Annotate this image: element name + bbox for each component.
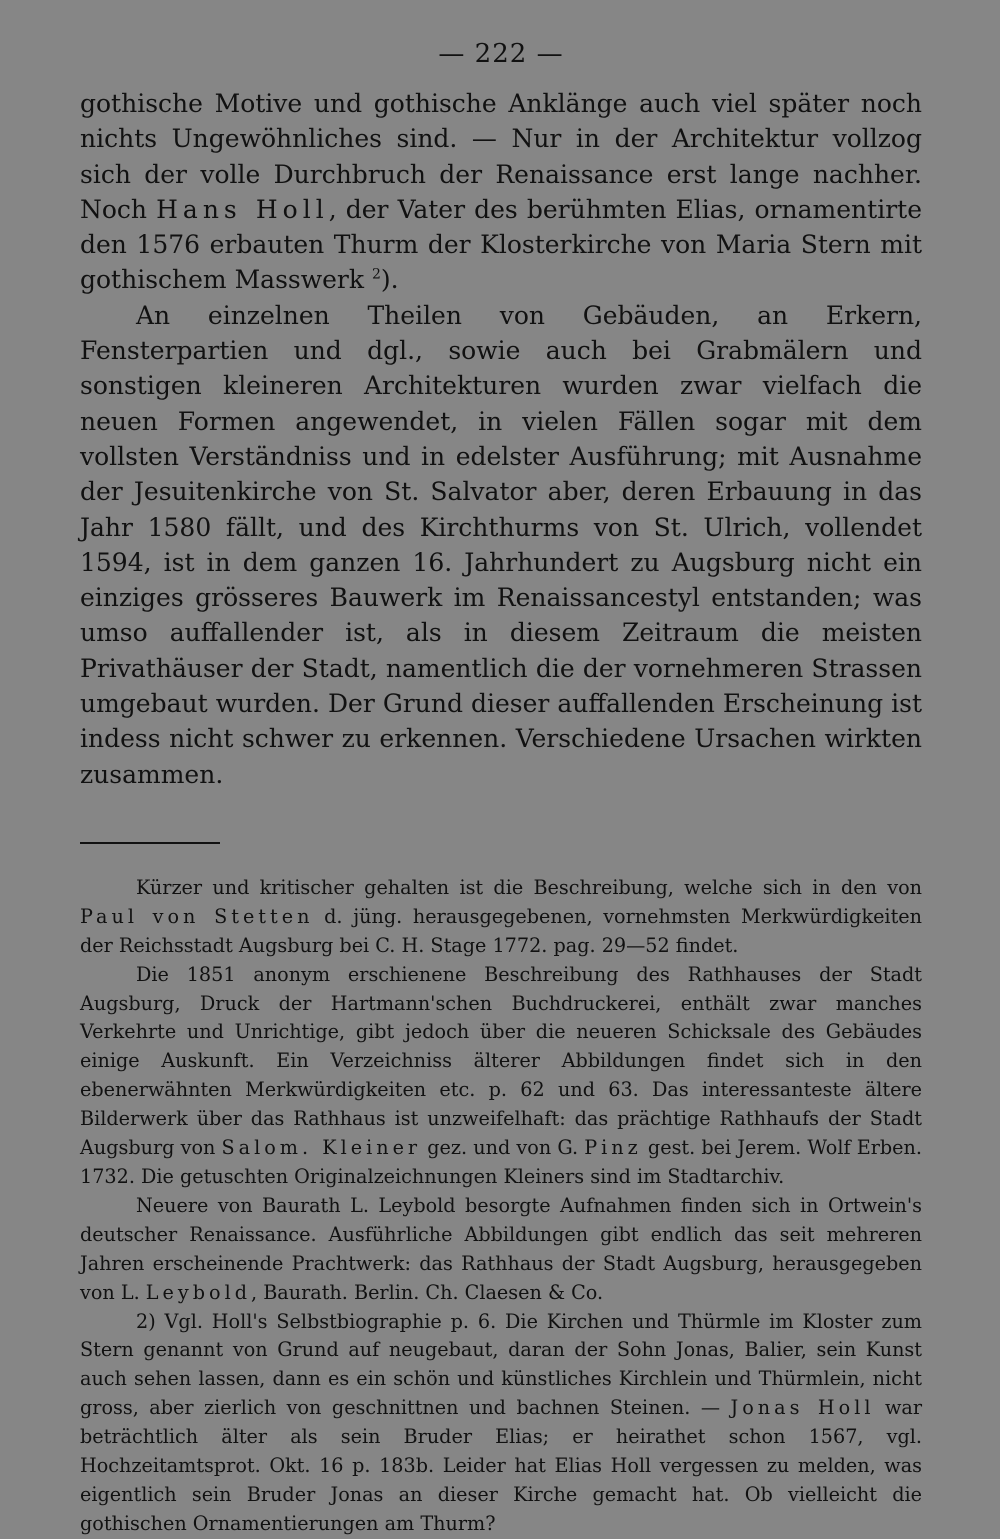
paragraph-1-text-e: ). (380, 265, 399, 295)
person-name-paul-von-stetten: Paul von Stetten (80, 904, 314, 928)
footnote-3-text-a: Neuere von Baurath L. Leybold besorgte Aufnahmen finden sich in Ortwein's deutscher Renaissance. Ausführliche Abbildungen gibt endlich das seit mehreren Jahren erscheinende Prachtwerk: das Rathhaus der Stadt Augsburg, herausgegeben von L. (80, 1193, 922, 1304)
footnote-2-text-c: gez. und von G. (421, 1136, 585, 1160)
page-number: — 222 — (438, 39, 564, 69)
person-name-pinz: Pinz (584, 1136, 642, 1160)
footnote-3-text-c: , Baurath. Berlin. Ch. Claesen & Co. (251, 1280, 604, 1304)
footnotes (80, 874, 922, 1539)
paragraph-2: An einzelnen Theilen von Gebäuden, an Erkern, Fensterpartien und dgl., sowie auch bei Grabmälern und sonstigen kleineren Architekturen wurden zwar vielfach die neuen Formen angewendet, in vielen Fällen sogar mit dem vollsten Verständniss und in edelster Ausführung; mit Ausnahme der Jesuitenkirche von St. Salvator aber, deren Erbauung in das Jahr 1580 fällt, und des Kirchthurms von St. Ulrich, vollendet 1594, ist in dem ganzen 16. Jahrhundert zu Augsburg nicht ein einziges grösseres Bauwerk im Renaissancestyl entstanden; was umso auffallender ist, als in diesem Zeitraum die meisten Privathäuser der Stadt, namentlich die der vornehmeren Strassen umgebaut wurden. Der Grund dieser auffallenden Erscheinung ist indess nicht schwer zu erkennen. Verschiedene Ursachen wirkten zusammen. (80, 300, 922, 789)
person-name-jonas-holl: Jonas Holl (730, 1396, 875, 1420)
footnote-1-text-c: d. jüng. herausgegebenen, vornehmsten Merkwürdigkeiten der Reichsstadt Augsburg bei C. H. Stage 1772. pag. 29—52 findet. (80, 904, 922, 957)
paragraph-1 (80, 86, 922, 298)
footnote-1 (80, 874, 922, 961)
paragraph-1-text-a: gothische Motive und gothische Anklänge auch viel später noch nichts Ungewöhnliches sind. — Nur in der Architektur vollzog sich der volle Durchbruch der Renaissance erst lange nachher. Noch (80, 89, 922, 224)
footnote-4-text-a: 2) Vgl. Holl's Selbstbiographie p. 6. Die Kirchen und Thürmle im Kloster zum Stern genannt von Grund auf neugebaut, daran der Sohn Jonas, Balier, sein Kunst auch sehen lassen, dann es ein schön und künstliches Kirchlein und Thürmlein, nicht gross, aber zierlich von geschnittnen und bachnen Steinen. — (80, 1309, 922, 1420)
person-name-leybold: Leybold (145, 1280, 251, 1304)
footnote-2-text-e: gest. bei Jerem. Wolf Erben. 1732. Die getuschten Originalzeichnungen Kleiners sind im Stadtarchiv. (80, 1136, 922, 1188)
footnote-4 (80, 1308, 922, 1539)
footnote-2-text-a: Die 1851 anonym erschienene Beschreibung des Rathhauses der Stadt Augsburg, Druck der Hartmann'schen Buchdruckerei, enthält zwar manches Verkehrte und Unrichtige, gibt jedoch über die neueren Schicksale des Gebäudes einige Auskunft. Ein Verzeichniss älterer Abbildungen findet sich in den ebenerwähnten Merkwürdigkeiten etc. p. 62 und 63. Das interessanteste ältere Bilderwerk über das Rathhaus ist unzweifelhaft: das prächtige Rathhaufs der Stadt Augsburg von (80, 962, 922, 1160)
footnote-3 (80, 1192, 922, 1308)
paragraph-1-text-c: , der Vater des berühmten Elias, ornamentirte den 1576 erbauten Thurm der Klosterkirche von Maria Stern mit gothischem Masswerk (80, 194, 922, 295)
person-name-hans-holl: Hans Holl (156, 194, 329, 224)
person-name-salom-kleiner: Salom. Kleiner (221, 1136, 422, 1160)
footnote-2 (80, 961, 922, 1192)
footnote-ref-2: 2 (371, 267, 381, 284)
footnote-separator (80, 842, 220, 844)
main-text (80, 86, 922, 792)
footnote-1-text-a: Kürzer und kritischer gehalten ist die Beschreibung, welche sich in den von (136, 875, 922, 899)
footnote-4-text-c: war beträchtlich älter als sein Bruder Elias; er heirathet schon 1567, vgl. Hochzeitamtsprot. Okt. 16 p. 183b. Leider hat Elias Holl vergessen zu melden, was eigentlich sein Bruder Jonas an dieser Kirche gemacht hat. Ob vielleicht die gothischen Ornamentierungen am Thurm? (80, 1396, 922, 1535)
